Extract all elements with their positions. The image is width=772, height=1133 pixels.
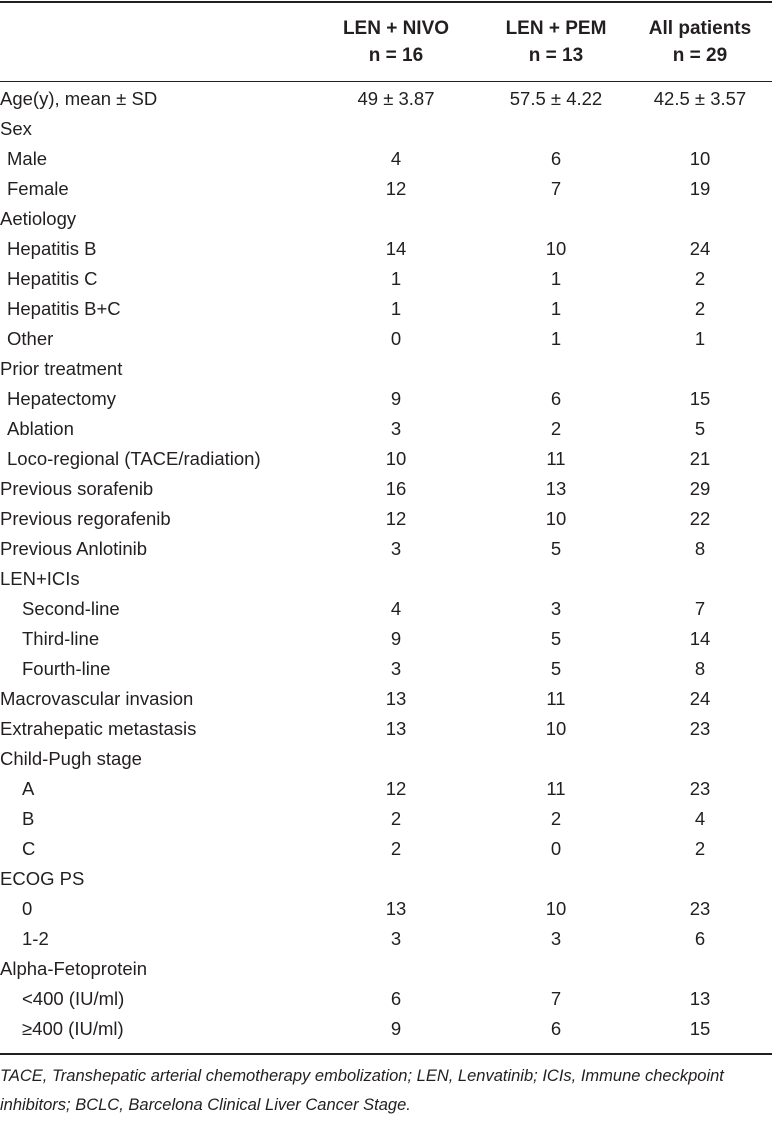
row-label: Aetiology	[0, 208, 77, 229]
cell-all-patients: 2	[694, 838, 706, 859]
row-label: Child-Pugh stage	[0, 748, 142, 769]
cell-all-patients: 5	[694, 418, 706, 439]
table-footnote: TACE, Transhepatic arterial chemotherapy embolization; LEN, Lenvatinib; ICIs, Immune checkpoint inhibitors; BCLC, Barcelona Clinical Liver Cancer Stage.	[0, 1067, 724, 1114]
cell-len-pem: 1	[550, 298, 562, 319]
header-len-pem-title: LEN + PEM	[505, 18, 607, 39]
row-label: <400 (IU/ml)	[22, 988, 125, 1009]
cell-all-patients: 24	[689, 238, 711, 259]
table-row	[0, 744, 772, 774]
cell-len-nivo: 1	[390, 268, 402, 289]
table-row	[0, 324, 772, 354]
cell-len-pem: 10	[545, 898, 567, 919]
row-label: ≥400 (IU/ml)	[22, 1018, 124, 1039]
cell-len-pem: 5	[550, 628, 562, 649]
row-label: Hepatitis B+C	[7, 298, 121, 319]
row-label: Hepatitis C	[7, 268, 98, 289]
cell-len-pem: 1	[550, 328, 562, 349]
table-row	[0, 594, 772, 624]
table-row	[0, 204, 772, 234]
table-row	[0, 534, 772, 564]
row-label: Previous sorafenib	[0, 478, 154, 499]
cell-len-pem: 2	[550, 418, 562, 439]
table-row	[0, 714, 772, 744]
cell-len-pem: 5	[550, 658, 562, 679]
table-row	[0, 894, 772, 924]
cell-len-nivo: 3	[390, 658, 402, 679]
table-top-rule	[0, 1, 772, 3]
table-row	[0, 624, 772, 654]
row-label: Age(y), mean ± SD	[0, 88, 158, 109]
cell-all-patients: 14	[689, 628, 711, 649]
table-bottom-rule	[0, 1053, 772, 1055]
cell-len-pem: 2	[550, 808, 562, 829]
cell-len-pem: 11	[546, 688, 566, 709]
table-row	[0, 1014, 772, 1044]
cell-len-nivo: 1	[390, 298, 402, 319]
table-row	[0, 984, 772, 1014]
cell-all-patients: 7	[694, 598, 706, 619]
cell-len-nivo: 16	[385, 478, 407, 499]
header-len-nivo-n: n = 16	[368, 45, 424, 66]
row-label: Sex	[0, 118, 32, 139]
cell-all-patients: 2	[694, 268, 706, 289]
table-row	[0, 474, 772, 504]
row-label: B	[22, 808, 35, 829]
cell-len-nivo: 12	[385, 178, 407, 199]
cell-all-patients: 13	[689, 988, 711, 1009]
cell-len-pem: 11	[546, 778, 566, 799]
header-len-pem	[476, 15, 636, 69]
cell-len-nivo: 13	[385, 898, 407, 919]
header-len-pem-n: n = 13	[528, 45, 584, 66]
cell-len-nivo: 6	[390, 988, 402, 1009]
row-label: 0	[22, 898, 33, 919]
header-divider-rule	[0, 81, 772, 82]
cell-len-pem: 6	[550, 148, 562, 169]
cell-len-pem: 13	[545, 478, 567, 499]
row-label: Hepatectomy	[7, 388, 116, 409]
row-label: A	[22, 778, 35, 799]
table-row	[0, 504, 772, 534]
cell-all-patients: 42.5 ± 3.57	[653, 88, 747, 109]
row-label: Alpha-Fetoprotein	[0, 958, 148, 979]
cell-all-patients: 23	[689, 898, 711, 919]
header-all-patients-n: n = 29	[672, 45, 728, 66]
table-row	[0, 294, 772, 324]
cell-len-pem: 10	[545, 508, 567, 529]
table-row	[0, 804, 772, 834]
cell-len-pem: 57.5 ± 4.22	[509, 88, 603, 109]
table-row	[0, 174, 772, 204]
cell-all-patients: 2	[694, 298, 706, 319]
row-label: Previous Anlotinib	[0, 538, 148, 559]
table-row	[0, 444, 772, 474]
table-row	[0, 114, 772, 144]
cell-len-pem: 10	[545, 718, 567, 739]
cell-len-pem: 5	[550, 538, 562, 559]
table-row	[0, 354, 772, 384]
table-row	[0, 414, 772, 444]
table-row	[0, 954, 772, 984]
row-label: Prior treatment	[0, 358, 123, 379]
row-label: Second-line	[22, 598, 120, 619]
cell-len-nivo: 4	[390, 598, 402, 619]
cell-len-nivo: 49 ± 3.87	[357, 88, 435, 109]
table-row	[0, 774, 772, 804]
cell-len-nivo: 2	[390, 808, 402, 829]
cell-len-pem: 7	[550, 178, 562, 199]
cell-len-pem: 1	[550, 268, 562, 289]
cell-all-patients: 8	[694, 538, 706, 559]
cell-len-nivo: 12	[385, 508, 407, 529]
table-row	[0, 384, 772, 414]
table-row	[0, 684, 772, 714]
row-label: Male	[7, 148, 48, 169]
cell-all-patients: 22	[689, 508, 711, 529]
cell-all-patients: 6	[694, 928, 706, 949]
cell-len-nivo: 14	[385, 238, 407, 259]
row-label: C	[22, 838, 36, 859]
table-row	[0, 144, 772, 174]
cell-len-nivo: 0	[390, 328, 402, 349]
cell-all-patients: 10	[689, 148, 711, 169]
cell-len-pem: 11	[546, 448, 566, 469]
table-row	[0, 864, 772, 894]
row-label: ECOG PS	[0, 868, 85, 889]
cell-len-pem: 10	[545, 238, 567, 259]
table-row	[0, 654, 772, 684]
cell-all-patients: 21	[689, 448, 711, 469]
cell-all-patients: 4	[694, 808, 706, 829]
cell-all-patients: 24	[689, 688, 711, 709]
cell-len-pem: 6	[550, 1018, 562, 1039]
cell-len-pem: 3	[550, 928, 562, 949]
cell-all-patients: 19	[689, 178, 711, 199]
cell-len-pem: 3	[550, 598, 562, 619]
row-label: Fourth-line	[22, 658, 111, 679]
cell-len-nivo: 9	[390, 388, 402, 409]
cell-all-patients: 15	[689, 1018, 711, 1039]
cell-all-patients: 8	[694, 658, 706, 679]
cell-len-nivo: 3	[390, 418, 402, 439]
row-label: Third-line	[22, 628, 100, 649]
table-row	[0, 924, 772, 954]
header-len-nivo-title: LEN + NIVO	[342, 18, 450, 39]
cell-len-nivo: 3	[390, 538, 402, 559]
table-row	[0, 834, 772, 864]
cell-all-patients: 15	[689, 388, 711, 409]
cell-all-patients: 29	[689, 478, 711, 499]
cell-len-pem: 7	[550, 988, 562, 1009]
row-label: Previous regorafenib	[0, 508, 171, 529]
cell-len-pem: 0	[550, 838, 562, 859]
row-label: Ablation	[7, 418, 74, 439]
row-label: Hepatitis B	[7, 238, 97, 259]
row-label: Extrahepatic metastasis	[0, 718, 197, 739]
cell-len-nivo: 2	[390, 838, 402, 859]
row-label: Other	[7, 328, 54, 349]
row-label: LEN+ICIs	[0, 568, 80, 589]
table-body	[0, 84, 772, 1044]
table-row	[0, 234, 772, 264]
row-label: Female	[7, 178, 69, 199]
cell-all-patients: 23	[689, 718, 711, 739]
cell-len-nivo: 9	[390, 628, 402, 649]
cell-len-nivo: 10	[385, 448, 407, 469]
cell-len-nivo: 12	[385, 778, 407, 799]
row-label: 1-2	[22, 928, 49, 949]
header-all-patients	[620, 15, 772, 69]
cell-len-nivo: 4	[390, 148, 402, 169]
table-row	[0, 84, 772, 114]
cell-all-patients: 1	[694, 328, 706, 349]
cell-all-patients: 23	[689, 778, 711, 799]
table-row	[0, 264, 772, 294]
cell-len-nivo: 13	[385, 688, 407, 709]
cell-len-nivo: 3	[390, 928, 402, 949]
header-all-patients-title: All patients	[648, 18, 752, 39]
header-len-nivo	[316, 15, 476, 69]
row-label: Macrovascular invasion	[0, 688, 194, 709]
row-label: Loco-regional (TACE/radiation)	[7, 448, 261, 469]
cell-len-nivo: 13	[385, 718, 407, 739]
cell-len-nivo: 9	[390, 1018, 402, 1039]
cell-len-pem: 6	[550, 388, 562, 409]
table-row	[0, 564, 772, 594]
